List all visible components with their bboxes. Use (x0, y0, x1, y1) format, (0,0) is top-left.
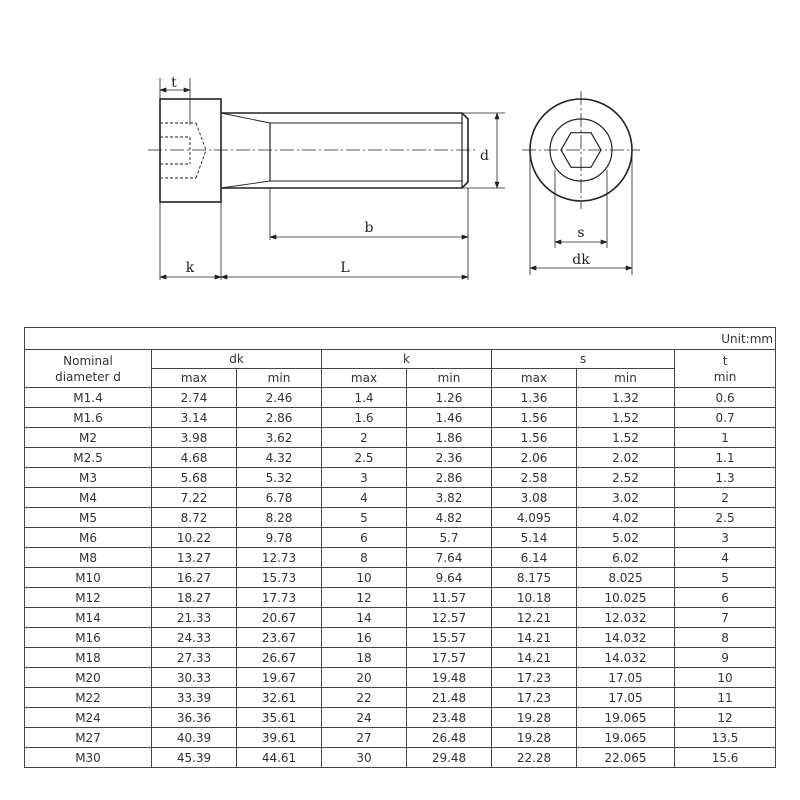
t-min-cell: 4 (675, 548, 776, 568)
k-min-cell: 2.86 (407, 468, 492, 488)
s-max-cell: 1.56 (492, 408, 577, 428)
dk-min-cell: 8.28 (237, 508, 322, 528)
k-label: k (185, 260, 195, 276)
table-row (25, 568, 776, 588)
k-min-cell: 21.48 (407, 688, 492, 708)
t-label: t (171, 75, 177, 91)
nominal-size-cell: M20 (25, 668, 152, 688)
table-row (25, 448, 776, 468)
k-min-cell: 1.86 (407, 428, 492, 448)
s-min-cell: 3.02 (577, 488, 675, 508)
table-row (25, 388, 776, 408)
k-max-cell: 3 (322, 468, 407, 488)
d-label: d (480, 148, 489, 164)
k-min-cell: 1.26 (407, 388, 492, 408)
table-row (25, 468, 776, 488)
dk-max-cell: 2.74 (152, 388, 237, 408)
t-min-header (675, 350, 776, 388)
t-min-cell: 1.3 (675, 468, 776, 488)
t-min-cell: 2.5 (675, 508, 776, 528)
k-min-cell: 5.7 (407, 528, 492, 548)
t-min-cell: 10 (675, 668, 776, 688)
dk-max-cell: 16.27 (152, 568, 237, 588)
s-max-cell: 10.18 (492, 588, 577, 608)
s-max-cell: 5.14 (492, 528, 577, 548)
dk-max-cell: 21.33 (152, 608, 237, 628)
s-min-cell: 1.32 (577, 388, 675, 408)
t-min-cell: 1 (675, 428, 776, 448)
t-min-cell: 0.7 (675, 408, 776, 428)
k-max-cell: 2.5 (322, 448, 407, 468)
s-max-cell: 2.06 (492, 448, 577, 468)
table-row (25, 688, 776, 708)
nominal-size-cell: M12 (25, 588, 152, 608)
nominal-size-cell: M27 (25, 728, 152, 748)
dk-min-header: min (237, 369, 322, 388)
k-min-cell: 15.57 (407, 628, 492, 648)
socket-circle (550, 119, 612, 181)
L-label: L (340, 260, 350, 276)
s-max-cell: 19.28 (492, 728, 577, 748)
nominal-size-cell: M16 (25, 628, 152, 648)
k-max-cell: 18 (322, 648, 407, 668)
dk-max-cell: 8.72 (152, 508, 237, 528)
k-max-cell: 8 (322, 548, 407, 568)
dk-min-cell: 6.78 (237, 488, 322, 508)
t-min-cell: 3 (675, 528, 776, 548)
dk-max-cell: 13.27 (152, 548, 237, 568)
k-min-cell: 12.57 (407, 608, 492, 628)
nominal-header-line-2: diameter d (55, 369, 121, 384)
k-max-header: max (322, 369, 407, 388)
dk-max-cell: 10.22 (152, 528, 237, 548)
nominal-size-cell: M2.5 (25, 448, 152, 468)
nominal-size-cell: M22 (25, 688, 152, 708)
s-max-cell: 19.28 (492, 708, 577, 728)
k-min-cell: 1.46 (407, 408, 492, 428)
dk-min-cell: 12.73 (237, 548, 322, 568)
k-max-cell: 22 (322, 688, 407, 708)
dk-min-cell: 19.67 (237, 668, 322, 688)
dk-max-cell: 7.22 (152, 488, 237, 508)
s-min-cell: 5.02 (577, 528, 675, 548)
s-min-cell: 17.05 (577, 668, 675, 688)
k-min-cell: 11.57 (407, 588, 492, 608)
s-label: s (577, 225, 585, 241)
k-max-cell: 6 (322, 528, 407, 548)
s-min-cell: 14.032 (577, 628, 675, 648)
s-min-header: min (577, 369, 675, 388)
dk-min-cell: 39.61 (237, 728, 322, 748)
k-min-cell: 26.48 (407, 728, 492, 748)
s-max-cell: 2.58 (492, 468, 577, 488)
table-row (25, 628, 776, 648)
dk-min-cell: 2.86 (237, 408, 322, 428)
s-min-cell: 2.02 (577, 448, 675, 468)
table-row (25, 588, 776, 608)
table-row (25, 548, 776, 568)
nominal-size-cell: M1.6 (25, 408, 152, 428)
k-max-cell: 30 (322, 748, 407, 768)
s-max-cell: 4.095 (492, 508, 577, 528)
t-min-cell: 5 (675, 568, 776, 588)
k-max-cell: 1.6 (322, 408, 407, 428)
dk-max-cell: 3.98 (152, 428, 237, 448)
group-header-row (25, 350, 776, 369)
s-min-cell: 17.05 (577, 688, 675, 708)
s-max-cell: 1.36 (492, 388, 577, 408)
k-min-cell: 4.82 (407, 508, 492, 528)
dk-min-cell: 2.46 (237, 388, 322, 408)
table-row (25, 728, 776, 748)
thread-chamfer-left (221, 113, 270, 123)
screw-shank (221, 113, 468, 188)
dk-max-cell: 18.27 (152, 588, 237, 608)
nominal-size-cell: M10 (25, 568, 152, 588)
thread-chamfer-left-bottom (221, 181, 270, 188)
dk-min-cell: 3.62 (237, 428, 322, 448)
k-min-cell: 17.57 (407, 648, 492, 668)
k-min-cell: 23.48 (407, 708, 492, 728)
side-view-dimensions (160, 78, 505, 280)
k-min-header: min (407, 369, 492, 388)
k-max-cell: 4 (322, 488, 407, 508)
dk-max-header: max (152, 369, 237, 388)
s-max-cell: 6.14 (492, 548, 577, 568)
table-row (25, 748, 776, 768)
s-max-cell: 14.21 (492, 648, 577, 668)
screw-side-view (148, 99, 478, 202)
nominal-size-cell: M30 (25, 748, 152, 768)
dk-label: dk (572, 252, 590, 268)
s-max-cell: 1.56 (492, 428, 577, 448)
k-max-cell: 27 (322, 728, 407, 748)
nominal-size-cell: M24 (25, 708, 152, 728)
dimension-table (24, 327, 776, 768)
s-max-cell: 12.21 (492, 608, 577, 628)
screw-end-view (522, 91, 640, 209)
t-min-cell: 15.6 (675, 748, 776, 768)
dk-header: dk (152, 350, 322, 369)
k-min-cell: 9.64 (407, 568, 492, 588)
nominal-size-cell: M18 (25, 648, 152, 668)
b-label: b (364, 220, 374, 236)
table-row (25, 608, 776, 628)
nominal-size-cell: M5 (25, 508, 152, 528)
k-min-cell: 3.82 (407, 488, 492, 508)
dk-min-cell: 35.61 (237, 708, 322, 728)
dk-max-cell: 40.39 (152, 728, 237, 748)
dk-max-cell: 30.33 (152, 668, 237, 688)
dk-min-cell: 4.32 (237, 448, 322, 468)
screw-dimension-drawing (0, 0, 800, 320)
s-min-cell: 14.032 (577, 648, 675, 668)
s-header: s (492, 350, 675, 369)
table-row (25, 648, 776, 668)
s-max-cell: 3.08 (492, 488, 577, 508)
nominal-size-cell: M4 (25, 488, 152, 508)
table-row (25, 708, 776, 728)
dk-max-cell: 5.68 (152, 468, 237, 488)
s-min-cell: 10.025 (577, 588, 675, 608)
s-min-cell: 1.52 (577, 428, 675, 448)
k-max-cell: 14 (322, 608, 407, 628)
t-min-cell: 11 (675, 688, 776, 708)
nominal-header-line-1: Nominal (63, 353, 113, 368)
s-max-header: max (492, 369, 577, 388)
table-row (25, 508, 776, 528)
s-min-cell: 1.52 (577, 408, 675, 428)
s-max-cell: 17.23 (492, 668, 577, 688)
dk-max-cell: 27.33 (152, 648, 237, 668)
s-min-cell: 12.032 (577, 608, 675, 628)
k-max-cell: 24 (322, 708, 407, 728)
s-min-cell: 22.065 (577, 748, 675, 768)
table-row (25, 528, 776, 548)
k-header: k (322, 350, 492, 369)
dk-max-cell: 45.39 (152, 748, 237, 768)
table-row (25, 488, 776, 508)
s-max-cell: 17.23 (492, 688, 577, 708)
dk-max-cell: 4.68 (152, 448, 237, 468)
s-min-cell: 19.065 (577, 708, 675, 728)
k-min-cell: 2.36 (407, 448, 492, 468)
unit-row (25, 328, 776, 350)
dk-max-cell: 24.33 (152, 628, 237, 648)
s-min-cell: 6.02 (577, 548, 675, 568)
nominal-size-cell: M1.4 (25, 388, 152, 408)
t-min-cell: 13.5 (675, 728, 776, 748)
s-min-cell: 2.52 (577, 468, 675, 488)
screw-head (160, 99, 221, 202)
dk-min-cell: 5.32 (237, 468, 322, 488)
table-row (25, 428, 776, 448)
dk-max-cell: 3.14 (152, 408, 237, 428)
k-min-cell: 7.64 (407, 548, 492, 568)
t-header-line-1: t (722, 353, 728, 368)
dk-min-cell: 23.67 (237, 628, 322, 648)
t-min-cell: 2 (675, 488, 776, 508)
table-row (25, 408, 776, 428)
dk-min-cell: 17.73 (237, 588, 322, 608)
t-header-line-2: min (713, 369, 737, 384)
dk-max-cell: 33.39 (152, 688, 237, 708)
nominal-size-cell: M2 (25, 428, 152, 448)
t-min-cell: 1.1 (675, 448, 776, 468)
s-max-cell: 14.21 (492, 628, 577, 648)
k-min-cell: 19.48 (407, 668, 492, 688)
k-max-cell: 20 (322, 668, 407, 688)
dk-min-cell: 26.67 (237, 648, 322, 668)
unit-label: Unit:mm (25, 328, 776, 350)
t-min-cell: 7 (675, 608, 776, 628)
s-min-cell: 19.065 (577, 728, 675, 748)
nominal-size-cell: M8 (25, 548, 152, 568)
t-min-cell: 0.6 (675, 388, 776, 408)
dk-max-cell: 36.36 (152, 708, 237, 728)
t-min-cell: 12 (675, 708, 776, 728)
k-max-cell: 5 (322, 508, 407, 528)
k-max-cell: 12 (322, 588, 407, 608)
k-max-cell: 2 (322, 428, 407, 448)
nominal-size-cell: M14 (25, 608, 152, 628)
dk-min-cell: 44.61 (237, 748, 322, 768)
nominal-diameter-header (25, 350, 152, 388)
dk-min-cell: 32.61 (237, 688, 322, 708)
s-max-cell: 8.175 (492, 568, 577, 588)
dk-min-cell: 15.73 (237, 568, 322, 588)
t-min-cell: 9 (675, 648, 776, 668)
dk-min-cell: 9.78 (237, 528, 322, 548)
k-max-cell: 16 (322, 628, 407, 648)
dk-min-cell: 20.67 (237, 608, 322, 628)
k-max-cell: 10 (322, 568, 407, 588)
nominal-size-cell: M3 (25, 468, 152, 488)
k-min-cell: 29.48 (407, 748, 492, 768)
t-min-cell: 8 (675, 628, 776, 648)
s-min-cell: 8.025 (577, 568, 675, 588)
s-max-cell: 22.28 (492, 748, 577, 768)
s-min-cell: 4.02 (577, 508, 675, 528)
t-min-cell: 6 (675, 588, 776, 608)
table-row (25, 668, 776, 688)
nominal-size-cell: M6 (25, 528, 152, 548)
hex-socket-hidden-lines (160, 123, 206, 178)
k-max-cell: 1.4 (322, 388, 407, 408)
